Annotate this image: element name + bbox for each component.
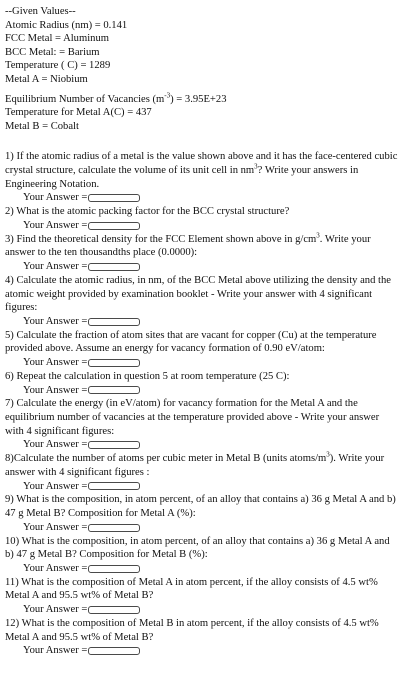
answer-input-11[interactable] xyxy=(88,606,140,614)
answer-row-1: Your Answer = xyxy=(5,191,398,205)
answer-input-8[interactable] xyxy=(88,482,140,490)
question-11: 11) What is the composition of Metal A in atom percent, if the alloy consists of 4.5 wt% Metal A and 95.5 wt% of Metal B? xyxy=(5,576,378,602)
atomic-radius-line: Atomic Radius (nm) = 0.141 xyxy=(5,19,128,31)
vacancies-line: Equilibrium Number of Vacancies $(m^{-3}) = 3.95E+23$ xyxy=(5,91,227,105)
question-3: 3) Find the theoretical density for the FCC Element shown above in $g/cm^3$. Write your answer to the ten thousandths place (0.0000): xyxy=(5,231,371,259)
answer-input-9[interactable] xyxy=(88,524,140,532)
question-10: 10) What is the composition, in atom percent, of an alloy that contains a) 36 g Metal A and b) 47 g Metal B? Composition for Metal B (%): xyxy=(5,535,390,561)
question-8: 8)Calculate the number of atoms per cubic meter in Metal B (units atoms/$m^3$). Write your answer with 4 significant figures : xyxy=(5,450,385,478)
question-12: 12) What is the composition of Metal B in atom percent, if the alloy consists of 4.5 wt% Metal A and 95.5 wt% of Metal B? xyxy=(5,618,379,643)
answer-row-4: Your Answer = xyxy=(5,315,398,329)
question-5: 5) Calculate the fraction of atom sites that are vacant for copper (Cu) at the temperature provided above. Assume an energy for vacancy formation of 0.90 eV/atom: xyxy=(5,329,377,355)
answer-input-1[interactable] xyxy=(88,194,140,202)
answer-input-12[interactable] xyxy=(88,647,140,655)
question-6: 6) Repeat the calculation in question 5 at room temperature (25 C): xyxy=(5,370,290,382)
answer-input-10[interactable] xyxy=(88,565,140,573)
given-values-block xyxy=(5,5,398,133)
question-4: 4) Calculate the atomic radius, in nm, of the BCC Metal above utilizing the density and the atomic weight provided by examination booklet - Write your answer with 4 significant figures: xyxy=(5,274,391,314)
answer-row-3: Your Answer = xyxy=(5,260,398,274)
bcc-metal-line: BCC Metal: = Barium xyxy=(5,46,100,58)
answer-row-2: Your Answer = xyxy=(5,219,398,233)
fcc-metal-line: FCC Metal = Aluminum xyxy=(5,33,109,45)
question-9: 9) What is the composition, in atom percent, of an alloy that contains a) 36 g Metal A and b) 47 g Metal B? Composition for Metal A (%): xyxy=(5,494,396,520)
given-values-header: --Given Values-- xyxy=(5,6,76,17)
metal-a-temperature-line: Temperature for Metal A(C) = 437 xyxy=(5,107,152,119)
answer-row-8: Your Answer = xyxy=(5,479,398,493)
question-2: 2) What is the atomic packing factor for the BCC crystal structure? xyxy=(5,206,290,218)
answer-row-6: Your Answer = xyxy=(5,383,398,397)
temperature-line: Temperature ( C) = 1289 xyxy=(5,60,111,72)
answer-input-4[interactable] xyxy=(88,318,140,326)
answer-row-5: Your Answer = xyxy=(5,356,398,370)
metal-b-line: Metal B = Cobalt xyxy=(5,120,79,132)
answer-row-7: Your Answer = xyxy=(5,438,398,452)
answer-input-7[interactable] xyxy=(88,441,140,449)
answer-input-6[interactable] xyxy=(88,386,140,394)
answer-row-12: Your Answer = xyxy=(5,644,398,658)
answer-row-9: Your Answer = xyxy=(5,521,398,535)
answer-input-2[interactable] xyxy=(88,222,140,230)
question-1: 1) If the atomic radius of a metal is the value shown above and it has the face-centered cubic crystal structure, calculate the volume of its unit cell in $nm^3$? Write your answers in Engineering Notation. xyxy=(5,151,398,190)
answer-row-10: Your Answer = xyxy=(5,562,398,576)
answer-input-3[interactable] xyxy=(88,263,140,271)
metal-a-line: Metal A = Niobium xyxy=(5,73,88,85)
answer-row-11: Your Answer = xyxy=(5,603,398,617)
question-7: 7) Calculate the energy (in eV/atom) for vacancy formation for the Metal A and the equilibrium number of vacancies at the temperature provided above - Write your answer with 4 significant figures: xyxy=(5,398,380,437)
answer-input-5[interactable] xyxy=(88,359,140,367)
